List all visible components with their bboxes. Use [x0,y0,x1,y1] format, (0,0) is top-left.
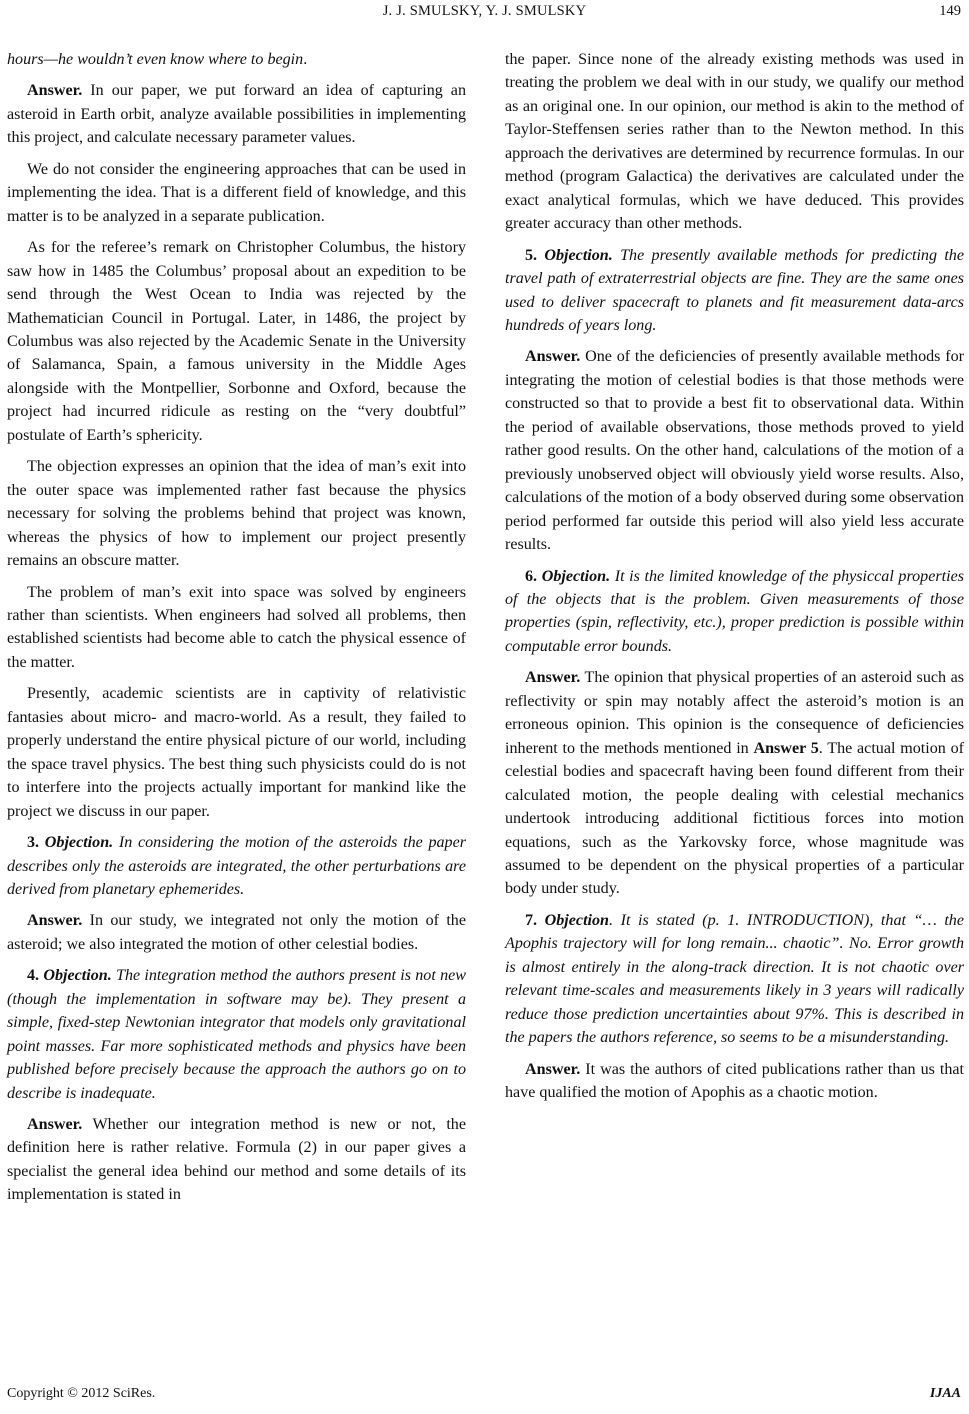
running-title: J. J. SMULSKY, Y. J. SMULSKY [382,3,587,19]
paragraph-text: The objection expresses an opinion that the idea of man’s exit into the outer space was implemented rather fast because the physics necessary for solving the problems behind that project was known, whereas the physics of how to implement our project presently remains an obscure matter. [7,458,466,570]
paragraph-text: . [303,51,308,68]
paragraph-text: In our paper, we put forward an idea of capturing an asteroid in Earth orbit, analyze available possibilities in implementing this project, and calculate necessary parameter values. [7,82,466,147]
paragraph-text: The problem of man’s exit into space was solved by engineers rather than scientists. When engineers had solved all problems, then established scientists had become able to catch the physical essence of the matter. [7,583,466,671]
left-column [7,48,466,1215]
answer-label: Answer. [27,912,83,930]
paragraph-text: As for the referee’s remark on Christopher Columbus, the history saw how in 1485 the Columbus’ proposal about an expedition to be send through the West Ocean to India was rejected by the Mathematician Council in Portugal. Later, in 1486, the project by Columbus was also rejected by the Academic Senate in the University of Salamanca, Spain, a famous university in the Middle Ages alongside with the Montpellier, Sorbonne and Oxford, because the project had incurred ridicule as resting on the “very doubtful” postulate of Earth’s sphericity. [7,239,466,444]
paragraph [505,1058,964,1105]
paragraph [7,236,466,447]
journal-abbreviation: IJAA [929,1386,961,1401]
paragraph [7,909,466,956]
objection-label: Objection. [44,834,114,852]
paragraph [7,48,466,71]
objection-label: Objection. [43,967,112,985]
paragraph-text: We do not consider the engineering approaches that can be used in implementing the idea. That is a different field of knowledge, and this matter is to be analyzed in a separate publication. [7,160,466,225]
paragraph-text: Presently, academic scientists are in captivity of relativistic fantasies about micro- and macro-world. As a result, they failed to properly understand the entire physical picture of our world, including the space travel physics. The best thing such physicists could do is not to interfere into the projects actually important for mankind like the project we discuss in our paper. [7,685,466,820]
paragraph-text: . The actual motion of celestial bodies and spacecraft having been found different from their calculated motion, the people dealing with celestial mechanics undertook introducing additional fictitious forces into motion equations, such as the Yarkovsky force, whose magnitude was assumed to be dependent on the physical properties of a particular body under study. [505,739,964,898]
paragraph-text: It is the limited knowledge of the physiccal properties of the objects that is the problem. Given measurements of those properties (spin, reflectivity, etc.), proper prediction is possible within computable error bounds. [505,567,964,655]
paragraph [505,345,964,556]
paragraph-text: Whether our integration method is new or not, the definition here is rather relative. Formula (2) in our paper gives a specialist the general idea behind our method and some details of its implementation is stated in [7,1116,466,1204]
answer-reference: Answer 5 [753,739,819,757]
paragraph-text: In our study, we integrated not only the motion of the asteroid; we also integrated the motion of other celestial bodies. [7,912,466,953]
paragraph-text: The opinion that physical properties of an asteroid such as reflectivity or spin may notably affect the asteroid’s motion is an erroneous opinion. This opinion is the consequence of deficiencies inherent to the methods mentioned in [505,669,964,757]
paragraph [7,158,466,228]
paragraph [7,1113,466,1207]
paragraph-text: It was the authors of cited publications rather than us that have qualified the motion of Apophis as a chaotic motion. [505,1060,964,1102]
paragraph [7,964,466,1105]
paragraph [7,831,466,901]
objection-number: 4. [27,967,40,985]
page-number: 149 [939,3,961,19]
answer-label: Answer. [525,669,581,687]
paragraph-text: hours—he wouldn’t even know where to begin [7,51,304,68]
objection-label: Objection [544,911,610,929]
paragraph [7,581,466,675]
objection-label: Objection. [541,567,611,585]
paragraph-text: the paper. Since none of the already existing methods was used in treating the problem we deal with in our study, we qualify our method as an original one. In our opinion, our method is akin to the method of Taylor-Steffensen series rather than to the Newton method. In this approach the derivatives are determined by recurrence formulas. In our method (program Galactica) the derivatives are calculated under the exact analytical formulas, which we have deduced. This provides greater accuracy than other methods. [505,51,964,233]
copyright-notice: Copyright © 2012 SciRes. [7,1386,156,1401]
paragraph [7,79,466,149]
objection-label: Objection. [544,246,613,264]
answer-label: Answer. [525,348,581,366]
paragraph [505,666,964,901]
right-column [505,48,964,1112]
answer-label: Answer. [27,82,83,100]
paragraph-text: One of the deficiencies of presently available methods for integrating the motion of celestial bodies is that those methods were constructed so that to provide a best fit to observational data. Within the period of available observations, those methods proved to yield rather good results. On the other hand, calculations of the motion of a previously unobserved object will obviously yield worse results. Also, calculations of the motion of a body observed during some observation period performed far outside this period will also yield less accurate results. [505,348,964,554]
answer-label: Answer. [525,1060,581,1078]
paragraph [505,565,964,659]
paragraph-text: In considering the motion of the asteroids the paper describes only the asteroids are integrated, the other perturbations are derived from planetary ephemerides. [7,834,466,898]
paragraph-text: The integration method the authors present is not new (though the implementation in software may be). They present a simple, fixed-step Newtonian integrator that models only gravitational point masses. Far more sophisticated methods and physics have been published before precisely because the approach the authors go on to describe is inadequate. [7,967,466,1102]
paragraph [505,909,964,1050]
paragraph [7,455,466,572]
paragraph-text: . It is stated (p. 1. INTRODUCTION), that “… the Apophis trajectory will for long remain... chaotic”. No. Error growth is almost entirely in the along-track direction. It is not chaotic over relevant time-scales and measurements likely in 3 years will radically reduce those prediction uncertainties about 97%. This is described in the papers the authors reference, so seems to be a misunderstanding. [505,911,964,1047]
objection-number: 6. [525,567,538,585]
paragraph [7,682,466,823]
answer-label: Answer. [27,1116,83,1134]
running-head [0,3,969,25]
objection-number: 5. [525,246,538,264]
paragraph [505,244,964,338]
paragraph [505,48,964,236]
paragraph-text: The presently available methods for predicting the travel path of extraterrestrial objects are fine. They are the same ones used to deliver spacecraft to planets and fit measurement data-arcs hundreds of years long. [505,246,964,334]
page-footer [0,1386,969,1410]
objection-number: 3. [27,834,40,852]
objection-number: 7. [525,911,538,929]
